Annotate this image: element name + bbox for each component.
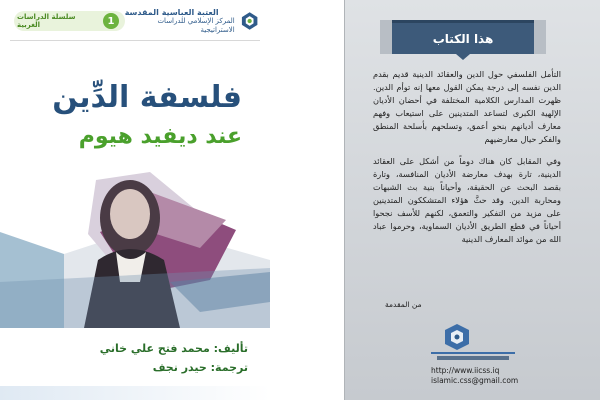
book-subtitle: عند ديفيد هيوم	[78, 124, 242, 149]
institute-name-line2: المركز الإسلامي للدراسات الاستراتيجية	[157, 17, 235, 34]
credits-block	[100, 339, 248, 377]
series-label: سلسلة الدراسات الغربية	[17, 13, 76, 29]
translator-name: حيدر نجف	[152, 361, 207, 374]
blurb-paragraph-2: وفي المقابل كان هناك دوماً من أشكل على العقائد الدينية، تارة بهدف معارضة الأديان المنافسة، وتارة بقصد البحث عن الحقيقة، وأحياناً بنية بث الشبهات ومحاربة الدين. وقد حثَّ هؤلاء المتشككون المتدينين على مزيد من التفكير والتعمق، لكنهم للأسف نجحوا أحياناً في قطع الطريق الأديان السماوية، وحرموا عباد الله من موائد المعارف الدينية	[373, 156, 561, 244]
front-bottom-band	[0, 386, 270, 400]
series-header	[14, 6, 260, 36]
ribbon-banner	[380, 14, 546, 60]
book-title: فلسفة الدِّين	[52, 80, 242, 115]
author-name: محمد فتح علي خاني	[99, 342, 210, 355]
contact-info	[431, 366, 518, 386]
institute-name-line1: العتبة العباسية المقدسة	[124, 7, 219, 17]
front-cover	[0, 0, 270, 400]
center-logo-icon	[427, 322, 519, 364]
website-text: http://www.iicss.iq	[431, 366, 500, 375]
series-tag	[14, 11, 125, 31]
email-text: islamic.css@gmail.com	[431, 376, 519, 385]
back-cover	[344, 0, 600, 400]
series-number-badge: 1	[103, 13, 118, 29]
author-line	[100, 339, 248, 358]
back-blurb	[373, 68, 561, 255]
blurb-paragraph-1: التأمل الفلسفي حول الدين والعقائد الدينية قديم بقدم الدين نفسه إلى درجة يمكن القول معها إنه توأم الدين. ظهرت المدارس الكلامية المختلفة في أحضان الأديان الإلهية الكبرى لتساعد المتدينين على استيعاب وفهم معارف أديانهم بنحو أعمق، وتسلحهم بأسلحة المنطق والفكر حيال معارضيهم	[373, 69, 561, 144]
author-key: تأليف:	[213, 342, 248, 355]
translator-line	[100, 358, 248, 377]
ribbon-title: هذا الكتاب	[432, 31, 494, 46]
institute-logo-icon	[239, 10, 260, 32]
source-note: من المقدمة	[385, 300, 422, 309]
header-divider	[10, 40, 260, 41]
translator-key: ترجمة:	[210, 361, 248, 374]
institute-logo	[125, 8, 260, 34]
cover-artwork	[0, 162, 270, 328]
